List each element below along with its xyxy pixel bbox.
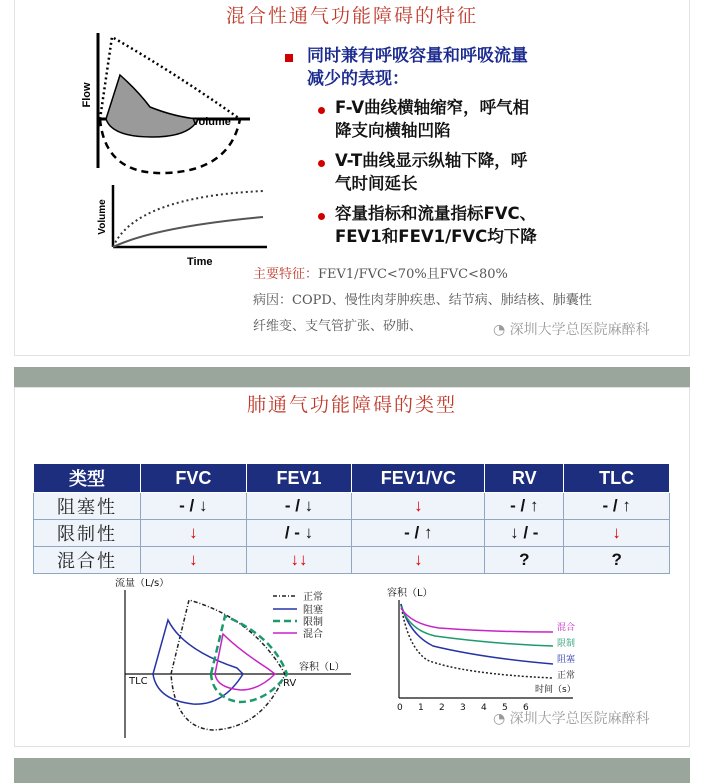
table-cell: ↓ [141, 520, 247, 547]
table-cell: ↓ / - [485, 520, 564, 547]
table-header: FVC [141, 464, 247, 493]
table-cell: 阻塞性 [34, 493, 141, 520]
bullet-1-line-1: F-V曲线横轴缩窄，呼气相 [335, 98, 530, 117]
flow-ylabel: 流量（L/s） [115, 578, 170, 589]
heading-line-2: 减少的表现： [307, 69, 409, 89]
tlc-label: TLC [129, 676, 148, 687]
time-axis-label: Time [187, 256, 213, 268]
table-row [34, 520, 670, 547]
watermark-text: 深圳大学总医院麻醉科 [509, 711, 650, 727]
x-tick: 1 [418, 703, 424, 713]
table-header: 类型 [34, 464, 141, 493]
ventilation-type-table [33, 463, 670, 574]
mixed-features-slide [14, 0, 690, 356]
bullet-3-line-2: FEV1和FEV1/FVC均下降 [335, 227, 537, 246]
legend-item: 正常 [303, 592, 323, 603]
table-row [34, 547, 670, 574]
flow-axis-label: Flow [81, 82, 93, 108]
wechat-icon: ◔ [493, 322, 506, 338]
vt-xlabel: 时间（s） [535, 685, 576, 695]
flow-volume-chart [113, 578, 363, 747]
legend-item: 阻塞 [303, 605, 323, 616]
table-cell: - / ↑ [564, 493, 670, 520]
bullet-dot-icon [318, 160, 325, 167]
x-tick: 6 [523, 703, 529, 713]
wechat-icon: ◔ [493, 711, 506, 727]
x-tick: 5 [502, 703, 508, 713]
table-cell: ↓ [352, 493, 485, 520]
table-cell: ↓↓ [246, 547, 352, 574]
ventilation-types-slide [14, 387, 690, 747]
curve-label: 正常 [557, 671, 576, 681]
flow-volume-graph [80, 33, 260, 183]
bullet-1-line-2: 降支向横轴凹陷 [335, 121, 451, 140]
legend-item: 限制 [303, 617, 323, 628]
feature-text: FEV1/FVC<70%且FVC<80% [318, 267, 508, 282]
bullet-2-line-2: 气时间延长 [335, 174, 418, 193]
table-cell: ↓ [141, 547, 247, 574]
table-cell: ↓ [564, 520, 670, 547]
table-header: RV [485, 464, 564, 493]
table-row [34, 493, 670, 520]
watermark [493, 319, 650, 339]
bullet-3-line-1: 容量指标和流量指标FVC、 [335, 204, 537, 223]
table-header: FEV1 [246, 464, 352, 493]
table-cell: 限制性 [34, 520, 141, 547]
main-feature-note [253, 261, 508, 289]
table-cell: - / ↑ [352, 520, 485, 547]
curve-label: 混合 [557, 623, 576, 633]
curve-label: 阻塞 [557, 655, 576, 665]
table-header-row [34, 464, 670, 493]
flow-xlabel: 容积（L） [299, 662, 345, 673]
heading-line-1: 同时兼有呼吸容量和呼吸流量 [307, 46, 528, 66]
vt-ylabel: 容积（L） [387, 588, 433, 599]
watermark [493, 708, 650, 728]
bullet-dot-icon [318, 213, 325, 220]
table-header: FEV1/VC [352, 464, 485, 493]
watermark-text: 深圳大学总医院麻醉科 [509, 322, 650, 338]
slide-title: 肺通气功能障碍的类型 [246, 394, 457, 416]
section-divider [14, 367, 690, 387]
bullet-2-line-1: V-T曲线显示纵轴下降，呼 [335, 151, 528, 170]
cause-line-2: 纤维变、支气管扩张、矽肺、 [253, 319, 423, 334]
bullet-dot-icon [318, 107, 325, 114]
curve-label: 限制 [557, 639, 576, 649]
table-cell: ↓ [352, 547, 485, 574]
x-tick: 3 [460, 703, 466, 713]
x-tick: 4 [481, 703, 487, 713]
table-cell: - / ↓ [141, 493, 247, 520]
x-tick: 2 [439, 703, 445, 713]
table-cell: / - ↓ [246, 520, 352, 547]
volume-axis-label: Volume [192, 116, 231, 128]
vt-volume-label: Volume [97, 199, 108, 235]
x-tick: 0 [397, 703, 403, 713]
table-cell: ? [564, 547, 670, 574]
slide-title: 混合性通气功能障碍的特征 [225, 5, 478, 27]
section-divider-bottom [14, 758, 690, 783]
table-header: TLC [564, 464, 670, 493]
table-cell: - / ↑ [485, 493, 564, 520]
table-cell: ? [485, 547, 564, 574]
feature-label: 主要特征： [253, 267, 319, 282]
table-cell: - / ↓ [246, 493, 352, 520]
legend-item: 混合 [303, 629, 323, 640]
cause-line-1: 病因：COPD、慢性肉芽肿疾患、结节病、肺结核、肺囊性 [253, 293, 592, 308]
rv-label: RV [283, 678, 297, 689]
heading-bullet-icon [285, 54, 293, 62]
table-cell: 混合性 [34, 547, 141, 574]
